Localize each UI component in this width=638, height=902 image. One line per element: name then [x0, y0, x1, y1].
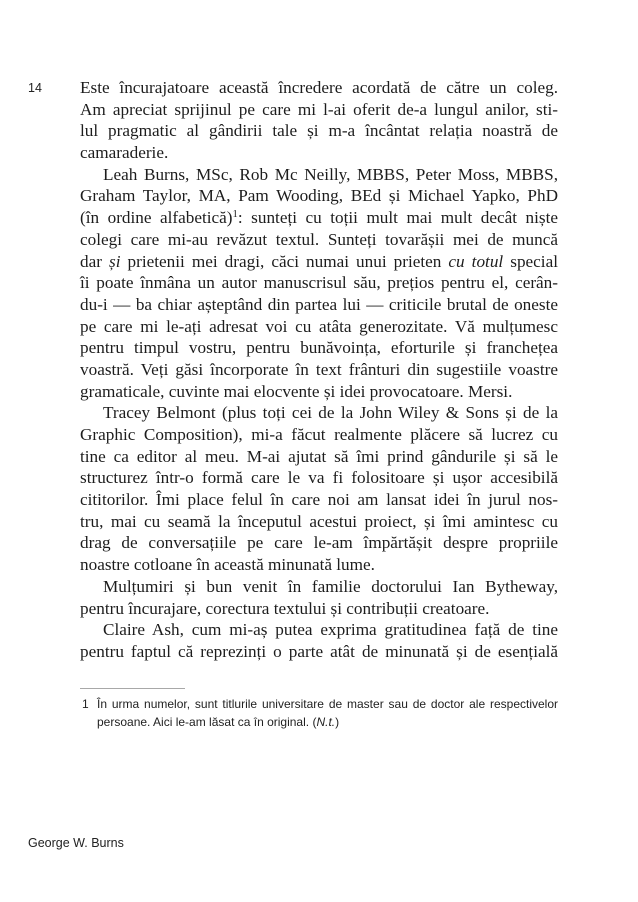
- paragraph: [80, 164, 558, 403]
- text-line: Mulțumiri și bun venit în familie doctorului Ian Bytheway,: [103, 576, 558, 596]
- text-line: gramaticale, cuvinte mai elocvente și idei provocatoare. Mersi.: [80, 381, 513, 401]
- text-line: îi poate înmâna un autor manuscrisul său, prețios pentru el, cerân-: [80, 273, 558, 293]
- text-line: pentru încurajare, corectura textului și contribuții creatoare.: [80, 598, 490, 618]
- italic-run: cu totul: [448, 251, 504, 271]
- text-line: Graphic Composition), mi-a făcut realmente plăcere să lucrez cu: [80, 425, 558, 444]
- text-line: pe care mi le-ați adresat voi cu atâta generozitate. Vă mulțumesc: [80, 316, 558, 336]
- text-run: : sunteți cu toții mult mai mult decât niște: [237, 208, 559, 228]
- text-run: persoane. Aici le-am lăsat ca în original. (: [97, 714, 317, 729]
- italic-run: și: [109, 251, 121, 271]
- text-line: pentru timpul vostru, pentru bunăvoința, eforturile și franchețea: [80, 338, 558, 358]
- paragraph: [80, 576, 558, 619]
- text-line: lul pragmatic al gândirii tale și m-a încântat relația noastră de: [80, 121, 558, 141]
- text-line: noastre cotloane în această minunată lume.: [80, 555, 375, 575]
- text-line: Tracey Belmont (plus toți cei de la John Wiley & Sons și de la: [103, 403, 558, 423]
- text-line: Claire Ash, cum mi-aș putea exprima gratitudinea față de tine: [103, 620, 558, 640]
- footnote-line: [97, 714, 558, 732]
- footnote-marker: 1: [82, 697, 89, 711]
- text-line: cititorilor. Îmi place felul în care noi am lansat idei în jurul nos-: [80, 490, 558, 510]
- text-line: pentru faptul că reprezinți o parte atât de minunată și de esențială: [80, 641, 558, 661]
- text-run: ): [335, 714, 340, 729]
- italic-run: N.t.: [316, 714, 336, 729]
- footnote-reference: 1: [232, 209, 238, 221]
- text-line: colegi care mi-au revăzut textul. Sunteți tovarășii mei de muncă: [80, 229, 558, 249]
- text-line: Am apreciat sprijinul pe care mi l-ai oferit de-a lungul anilor, sti-: [80, 99, 558, 119]
- footnote-text: [97, 696, 558, 731]
- body-text: [80, 77, 558, 663]
- text-line: tine ca editor al meu. M-ai ajutat să îmi prind gândurile și să le: [80, 446, 558, 466]
- text-run: prietenii mei dragi, căci numai unui prieten: [120, 251, 449, 271]
- text-line: tru, mai cu seamă la începutul acestui proiect, și îmi amintesc cu: [80, 511, 558, 531]
- paragraph: [80, 402, 558, 576]
- text-run: special: [503, 251, 558, 271]
- text-line: [80, 207, 558, 229]
- footnote-separator: [80, 688, 185, 689]
- text-line: Este încurajatoare această încredere acordată de către un coleg.: [80, 78, 558, 97]
- text-line: Leah Burns, MSc, Rob Mc Neilly, MBBS, Peter Moss, MBBS,: [103, 164, 558, 184]
- text-line: drag de conversațiile pe care le-am împărtășit despre propriile: [80, 533, 558, 553]
- text-line: Graham Taylor, MA, Pam Wooding, BEd și Michael Yapko, PhD: [80, 186, 558, 206]
- text-run: dar: [80, 251, 109, 271]
- paragraph: [80, 619, 558, 662]
- footnote-line: În urma numelor, sunt titlurile universitare de master sau de doctor ale respectivelor: [97, 697, 558, 711]
- text-run: (în ordine alfabetică): [80, 208, 233, 228]
- text-line: structurez într-o formă care le va fi folositoare și ușor accesibilă: [80, 468, 558, 488]
- text-line: camaraderie.: [80, 143, 169, 163]
- text-line: du-i — ba chiar așteptând din partea lui — criticile brutal de oneste: [80, 294, 558, 314]
- paragraph: [80, 77, 558, 164]
- text-line: voastră. Veți găsi încorporate în text frânturi din sugestiile voastre: [80, 359, 558, 379]
- running-footer-author: George W. Burns: [28, 836, 124, 850]
- text-line: [80, 251, 558, 273]
- page-number: 14: [28, 81, 42, 95]
